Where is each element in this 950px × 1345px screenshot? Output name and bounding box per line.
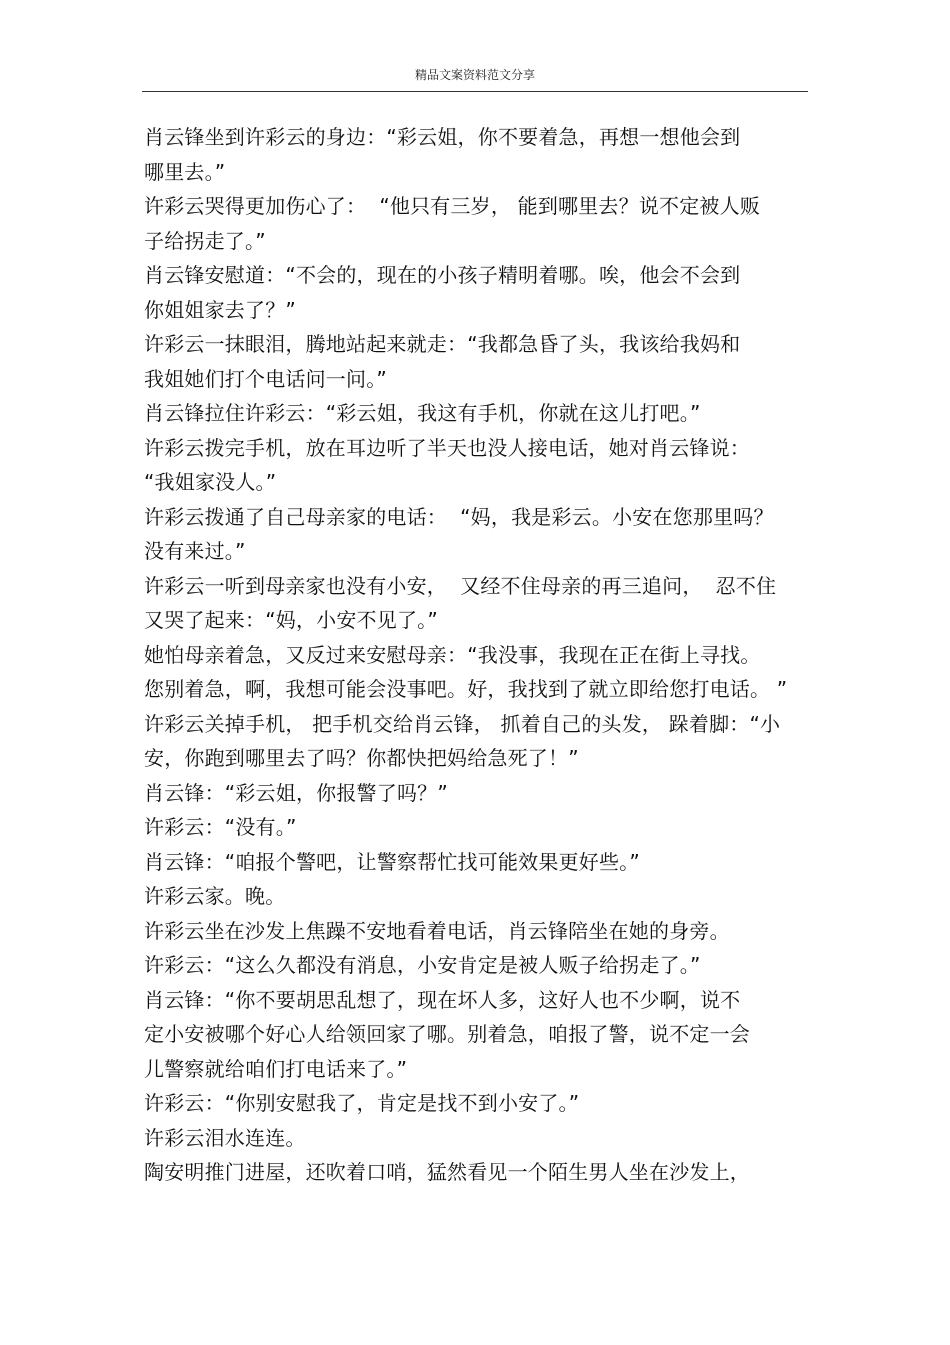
text-line: 陶安明推门进屋，还吹着口哨，猛然看见一个陌生男人坐在沙发上，: [144, 1160, 750, 1184]
text-line: 子给拐走了。”: [144, 228, 266, 253]
text-line: 肖云锋：“咱报个警吧，让警察帮忙找可能效果更好些。”: [144, 849, 640, 874]
text-line: 许彩云家。晚。: [144, 884, 286, 908]
header-divider: [142, 91, 808, 92]
text-line: 我姐她们打个电话问一问。”: [144, 366, 387, 391]
text-line: 肖云锋拉住许彩云：“彩云姐，我这有手机，你就在这儿打吧。”: [144, 401, 701, 425]
text-line: 又哭了起来：“妈，小安不见了。”: [144, 608, 438, 632]
document-body: [144, 120, 814, 1190]
text-line: 许彩云坐在沙发上焦躁不安地看着电话，肖云锋陪坐在她的身旁。: [144, 918, 730, 943]
text-line: 许彩云关掉手机， 把手机交给肖云锋， 抓着自己的头发， 跺着脚：“小: [144, 711, 781, 736]
text-line: 肖云锋安慰道：“不会的，现在的小孩子精明着哪。唉，他会不会到: [144, 263, 741, 287]
text-line: 许彩云泪水连连。: [144, 1125, 306, 1150]
text-line: 儿警察就给咱们打电话来了。”: [144, 1056, 408, 1081]
text-line: 许彩云一听到母亲家也没有小安， 又经不住母亲的再三追问， 忍不住: [144, 573, 777, 598]
text-line: 没有来过。”: [144, 539, 246, 563]
text-line: 哪里去。”: [144, 159, 226, 184]
text-line: 许彩云：“没有。”: [144, 815, 297, 839]
text-line: 许彩云哭得更加伤心了： “他只有三岁， 能到哪里去？说不定被人贩: [144, 194, 761, 218]
text-line: 她怕母亲着急，又反过来安慰母亲：“我没事，我现在正在街上寻找。: [144, 642, 761, 667]
text-line: 肖云锋坐到许彩云的身边：“彩云姐，你不要着急，再想一想他会到: [144, 125, 741, 149]
text-line: 安，你跑到哪里去了吗？你都快把妈给急死了！”: [144, 746, 579, 770]
text-line: 许彩云一抹眼泪，腾地站起来就走：“我都急昏了头，我该给我妈和: [144, 332, 741, 356]
text-line: 你姐姐家去了？”: [144, 297, 296, 322]
text-line: 许彩云拨完手机，放在耳边听了半天也没人接电话，她对肖云锋说：: [144, 435, 750, 460]
text-line: 肖云锋：“彩云姐，你报警了吗？”: [144, 780, 448, 805]
text-line: 许彩云拨通了自己母亲家的电话： “妈，我是彩云。小安在您那里吗？: [144, 504, 774, 529]
text-line: 许彩云：“这么久都没有消息，小安肯定是被人贩子给拐走了。”: [144, 953, 701, 977]
text-line: 定小安被哪个好心人给领回家了哪。别着急，咱报了警，说不定一会: [144, 1022, 750, 1046]
text-line: 许彩云：“你别安慰我了，肯定是找不到小安了。”: [144, 1091, 580, 1115]
page-header: 精品文案资料范文分享: [414, 68, 535, 82]
text-line: “我姐家没人。”: [144, 470, 277, 494]
text-line: 肖云锋：“你不要胡思乱想了，现在坏人多，这好人也不少啊，说不: [144, 987, 741, 1012]
text-line: 您别着急，啊，我想可能会没事吧。好，我找到了就立即给您打电话。 ”: [144, 677, 788, 701]
